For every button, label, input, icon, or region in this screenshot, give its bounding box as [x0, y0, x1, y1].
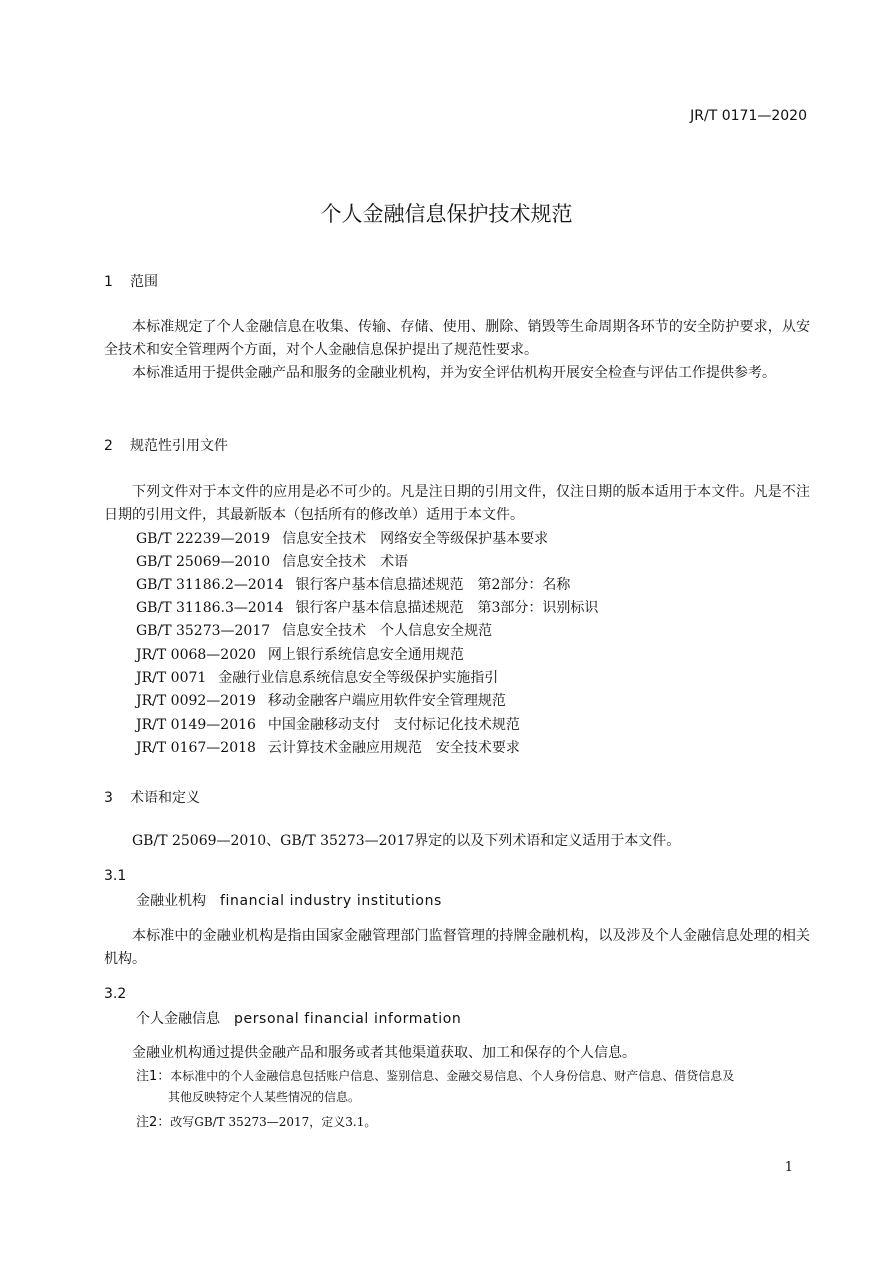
reference-title: 信息安全技术 个人信息安全规范	[282, 623, 493, 639]
clause-number: 3.2	[104, 986, 127, 1002]
note-text-continued: 其他反映特定个人某些情况的信息。	[168, 1090, 361, 1104]
reference-code: GB/T 25069—2010	[136, 554, 271, 570]
term-zh: 金融业机构	[136, 893, 206, 909]
references-intro: 下列文件对于本文件的应用是必不可少的。凡是注日期的引用文件，仅注日期的版本适用于本文件。凡是不注日期的引用文件，其最新版本（包括所有的修改单）适用于本文件。	[104, 484, 810, 523]
note-1	[136, 1066, 810, 1108]
page-number: 1	[784, 1160, 793, 1175]
section-number: 1	[104, 274, 113, 290]
reference-code: JR/T 0068—2020	[136, 647, 256, 663]
reference-title: 信息安全技术 网络安全等级保护基本要求	[282, 531, 549, 547]
section-3-heading	[104, 787, 200, 807]
reference-title: 移动金融客户端应用软件安全管理规范	[267, 693, 506, 709]
reference-item	[136, 667, 498, 687]
note-text: 本标准中的个人金融信息包括账户信息、鉴别信息、金融交易信息、个人身份信息、财产信息、借贷信息及	[170, 1069, 735, 1083]
reference-code: GB/T 35273—2017	[136, 623, 271, 639]
reference-item	[136, 574, 570, 594]
section-title: 术语和定义	[130, 790, 200, 806]
reference-item	[136, 597, 598, 617]
reference-title: 银行客户基本信息描述规范 第3部分：识别标识	[295, 600, 599, 616]
section-title: 范围	[130, 274, 158, 290]
term-entry	[136, 890, 442, 910]
reference-code: GB/T 31186.3—2014	[136, 600, 284, 616]
section-number: 3	[104, 790, 113, 806]
section-2-heading	[104, 435, 228, 455]
standard-code: JR/T 0171—2020	[690, 108, 807, 124]
term-zh: 个人金融信息	[136, 1011, 220, 1027]
term-en: financial industry institutions	[220, 893, 442, 909]
reference-code: JR/T 0071	[136, 670, 207, 686]
reference-item	[136, 620, 492, 640]
scope-paragraph-1: 本标准规定了个人金融信息在收集、传输、存储、使用、删除、销毁等生命周期各环节的安全防护要求，从安全技术和安全管理两个方面，对个人金融信息保护提出了规范性要求。	[104, 319, 810, 358]
term-entry	[136, 1008, 461, 1028]
reference-item	[136, 644, 464, 664]
reference-title: 银行客户基本信息描述规范 第2部分：名称	[295, 577, 571, 593]
note-label: 注1：	[136, 1069, 171, 1084]
reference-code: GB/T 22239—2019	[136, 531, 271, 547]
section-number: 2	[104, 438, 113, 454]
reference-code: JR/T 0167—2018	[136, 740, 256, 756]
document-title: 个人金融信息保护技术规范	[320, 202, 573, 226]
reference-code: JR/T 0149—2016	[136, 717, 256, 733]
reference-item	[136, 551, 408, 571]
reference-title: 云计算技术金融应用规范 安全技术要求	[267, 740, 520, 756]
reference-item	[136, 737, 520, 757]
reference-item	[136, 714, 520, 734]
scope-paragraph-2: 本标准适用于提供金融产品和服务的金融业机构，并为安全评估机构开展安全检查与评估工作提供参考。	[132, 365, 776, 381]
term-definition: 金融业机构通过提供金融产品和服务或者其他渠道获取、加工和保存的个人信息。	[132, 1045, 636, 1061]
note-text: 改写GB/T 35273—2017，定义3.1。	[170, 1115, 377, 1129]
reference-code: GB/T 31186.2—2014	[136, 577, 284, 593]
term-definition: 本标准中的金融业机构是指由国家金融管理部门监督管理的持牌金融机构，以及涉及个人金融信息处理的相关机构。	[104, 928, 810, 967]
note-2	[136, 1112, 810, 1133]
terms-intro: GB/T 25069—2010、GB/T 35273—2017界定的以及下列术语和定义适用于本文件。	[132, 833, 681, 849]
reference-title: 中国金融移动支付 支付标记化技术规范	[267, 717, 520, 733]
note-label: 注2：	[136, 1115, 171, 1130]
reference-item	[136, 528, 548, 548]
reference-title: 信息安全技术 术语	[282, 554, 409, 570]
section-title: 规范性引用文件	[130, 438, 228, 454]
term-en: personal financial information	[234, 1011, 462, 1027]
reference-title: 网上银行系统信息安全通用规范	[267, 647, 464, 663]
reference-code: JR/T 0092—2019	[136, 693, 256, 709]
section-1-heading	[104, 271, 158, 291]
reference-title: 金融行业信息系统信息安全等级保护实施指引	[218, 670, 499, 686]
clause-number: 3.1	[104, 868, 127, 884]
reference-item	[136, 690, 506, 710]
